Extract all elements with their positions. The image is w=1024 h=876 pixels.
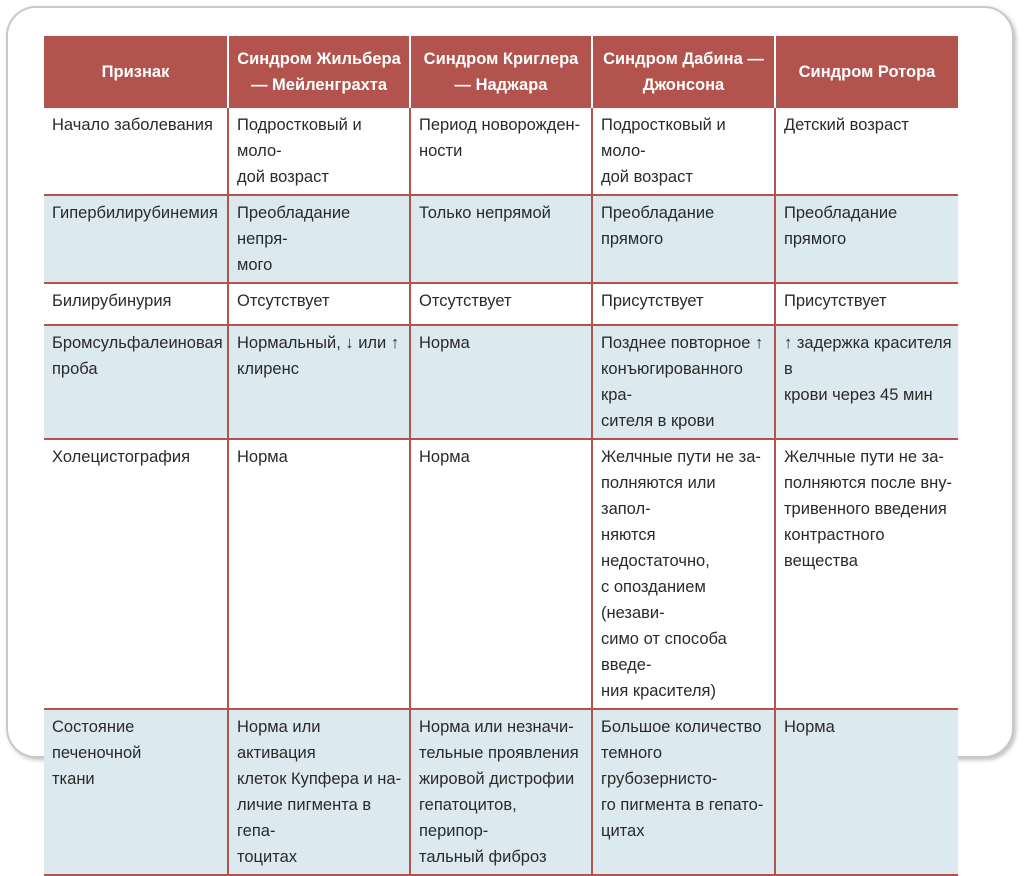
table-cell: Бромсульфалеиновая проба	[44, 325, 228, 439]
table-cell: ↑ задержка красителя в крови через 45 мин	[775, 325, 958, 439]
table-cell: Присутствует	[775, 283, 958, 325]
comparison-table-container	[44, 36, 958, 876]
table-cell: Отсутствует	[410, 283, 592, 325]
table-cell: Позднее повторное ↑ конъюгированного кра- сителя в крови	[592, 325, 775, 439]
table-header-row	[44, 36, 958, 108]
table-cell: Период новорожден- ности	[410, 108, 592, 195]
header-crigler-najjar: Синдром Криглера — Наджара	[410, 36, 592, 108]
table-row	[44, 439, 958, 709]
table-cell: Норма	[410, 439, 592, 709]
table-cell: Подростковый и моло- дой возраст	[228, 108, 410, 195]
syndrome-comparison-table	[44, 36, 958, 876]
header-rotor: Синдром Ротора	[775, 36, 958, 108]
table-cell: Подростковый и моло- дой возраст	[592, 108, 775, 195]
table-cell: Только непрямой	[410, 195, 592, 283]
table-cell: Детский возраст	[775, 108, 958, 195]
table-cell: Билирубинурия	[44, 283, 228, 325]
table-row	[44, 283, 958, 325]
table-cell: Норма или активация клеток Купфера и на- личие пигмента в гепа- тоцитах	[228, 709, 410, 875]
table-cell: Отсутствует	[228, 283, 410, 325]
table-cell: Норма или незначи- тельные проявления жировой дистрофии гепатоцитов, перипор- тальный фиброз	[410, 709, 592, 875]
header-feature: Признак	[44, 36, 228, 108]
header-dubin-johnson: Синдром Дабина — Джонсона	[592, 36, 775, 108]
table-cell: Норма	[775, 709, 958, 875]
table-row	[44, 108, 958, 195]
table-cell: Большое количество темного грубозернисто- го пигмента в гепато- цитах	[592, 709, 775, 875]
table-cell: Норма	[410, 325, 592, 439]
table-cell: Норма	[228, 439, 410, 709]
header-gilbert: Синдром Жильбера — Мейленграхта	[228, 36, 410, 108]
table-row	[44, 195, 958, 283]
table-cell: Нормальный, ↓ или ↑ клиренс	[228, 325, 410, 439]
table-row	[44, 325, 958, 439]
table-cell: Гипербилирубинемия	[44, 195, 228, 283]
table-cell: Преобладание прямого	[775, 195, 958, 283]
table-cell: Преобладание прямого	[592, 195, 775, 283]
table-cell: Холецистография	[44, 439, 228, 709]
table-row	[44, 709, 958, 875]
table-cell: Начало заболевания	[44, 108, 228, 195]
table-cell: Преобладание непря- мого	[228, 195, 410, 283]
table-cell: Состояние печеночной ткани	[44, 709, 228, 875]
table-cell: Присутствует	[592, 283, 775, 325]
table-cell: Желчные пути не за- полняются или запол- няются недостаточно, с опозданием (незави- симо от способа введе- ния красителя)	[592, 439, 775, 709]
table-cell: Желчные пути не за- полняются после вну- тривенного введения контрастного вещества	[775, 439, 958, 709]
